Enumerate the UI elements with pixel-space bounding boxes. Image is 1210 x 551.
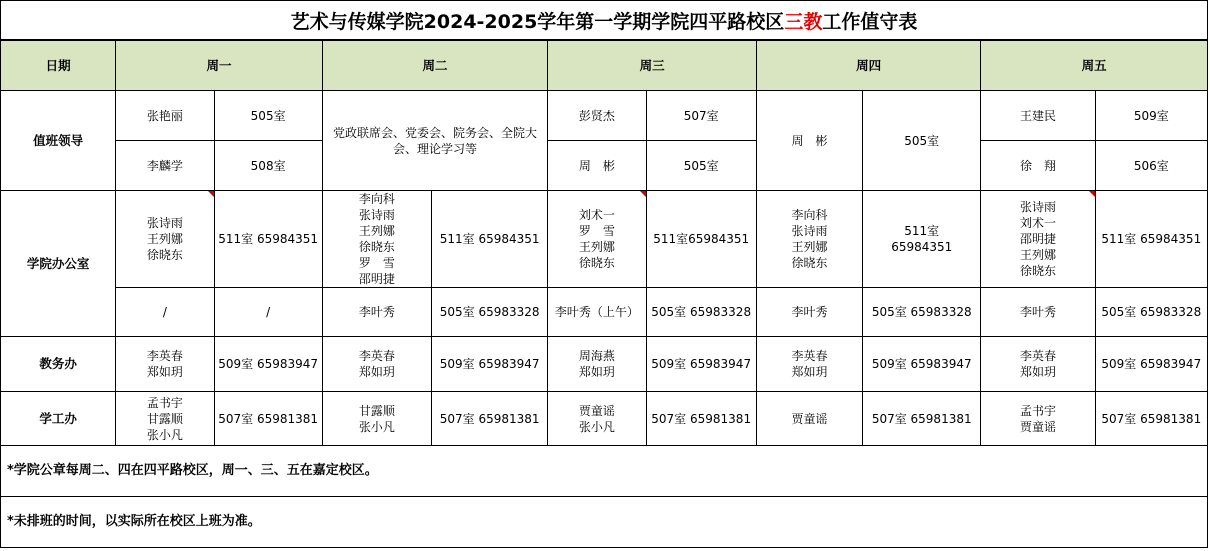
header-fri: 周五 [981,41,1208,91]
name: 张小凡 [578,419,615,434]
academic-mon-names [116,337,214,392]
office2-mon-contact: / [214,288,322,337]
office-wed-names [548,191,646,288]
leader-mon-2-name: 李麟学 [116,141,214,191]
title-highlight: 三教 [784,10,823,33]
student-tue-contact: 507室 65981381 [432,392,548,446]
name: 王列娜 [358,224,395,238]
office-fri-names [981,191,1095,288]
leaders-row-2 [1,141,1208,191]
student-fri-contact: 507室 65981381 [1095,392,1207,446]
student-wed-contact: 507室 65981381 [646,392,756,446]
office-row-2 [1,288,1208,337]
name: 郑如玥 [1020,365,1057,379]
office-row-1 [1,191,1208,288]
name: 王列娜 [146,232,183,246]
name: 徐晓东 [146,248,183,262]
contact-line: 511室 [904,224,940,238]
student-tue-names [322,392,431,446]
leader-wed-2-name: 周 彬 [548,141,646,191]
leader-mon-1-room: 505室 [214,91,322,141]
header-row [1,41,1208,91]
name: 李英春 [358,349,395,363]
sheet-title [0,0,1208,40]
office-tue-names [322,191,431,288]
header-tue: 周二 [322,41,548,91]
leader-wed-2-room: 505室 [646,141,756,191]
leader-wed-1-room: 507室 [646,91,756,141]
leader-fri-1-room: 509室 [1095,91,1207,141]
name: 郑如玥 [358,365,395,379]
name: 张诗雨 [791,224,828,238]
academic-thu-names [756,337,862,392]
name: 刘术一 [578,208,615,222]
office2-tue-contact: 505室 65983328 [432,288,548,337]
office2-tue-name: 李叶秀 [322,288,431,337]
header-date: 日期 [1,41,116,91]
office2-thu-name: 李叶秀 [756,288,862,337]
name: 甘露顺 [358,403,395,418]
student-row [1,392,1208,446]
name: 邵明捷 [358,272,395,286]
name: 徐晓东 [578,256,615,270]
name: 邵明捷 [1020,232,1057,246]
office-tue-contact: 511室 65984351 [432,191,548,288]
name: 张诗雨 [146,216,183,230]
office2-mon-name: / [116,288,214,337]
name: 张诗雨 [1020,200,1057,214]
name: 贾童谣 [791,411,828,426]
name: 李向科 [791,208,828,222]
name: 罗 雪 [358,256,395,270]
leaders-row-1 [1,91,1208,141]
name: 李英春 [791,349,828,363]
student-mon-contact: 507室 65981381 [214,392,322,446]
name: 甘露顺 [146,411,183,426]
student-wed-names [548,392,646,446]
academic-wed-names [548,337,646,392]
name: 王列娜 [1020,248,1057,262]
note-row-1 [1,446,1208,497]
name: 徐晓东 [358,240,395,254]
office2-wed-contact: 505室 65983328 [646,288,756,337]
academic-thu-contact: 509室 65983947 [863,337,981,392]
academic-fri-contact: 509室 65983947 [1095,337,1207,392]
leader-thu-name: 周 彬 [756,91,862,191]
header-wed: 周三 [548,41,757,91]
schedule-table [0,40,1208,548]
academic-label: 教务办 [1,337,116,392]
name: 张诗雨 [358,208,395,222]
student-label: 学工办 [1,392,116,446]
name: 郑如玥 [578,365,615,379]
leader-tue-meetings: 党政联席会、党委会、院务会、全院大会、理论学习等 [322,91,548,191]
office-fri-contact: 511室 65984351 [1095,191,1207,288]
name: 郑如玥 [146,365,183,379]
header-mon: 周一 [116,41,323,91]
student-thu-contact: 507室 65981381 [863,392,981,446]
leaders-label: 值班领导 [1,91,116,191]
name: 罗 雪 [578,224,615,238]
office-thu-contact [863,191,981,288]
office-wed-contact: 511室65984351 [646,191,756,288]
name: 周海燕 [578,349,615,363]
leader-thu-room: 505室 [863,91,981,191]
name: 李英春 [1020,349,1057,363]
name: 王列娜 [791,240,828,254]
academic-wed-contact: 509室 65983947 [646,337,756,392]
name: 李英春 [146,349,183,363]
student-fri-names [981,392,1095,446]
office-thu-names [756,191,862,288]
note-seal: *学院公章每周二、四在四平路校区，周一、三、五在嘉定校区。 [1,446,1208,497]
office-mon-names [116,191,214,288]
leader-wed-1-name: 彭贤杰 [548,91,646,141]
office-label: 学院办公室 [1,191,116,337]
name: 李向科 [358,192,395,206]
office2-fri-contact: 505室 65983328 [1095,288,1207,337]
name: 郑如玥 [791,365,828,379]
office-mon-contact: 511室 65984351 [214,191,322,288]
note-unscheduled: *未排班的时间，以实际所在校区上班为准。 [1,497,1208,548]
name: 张小凡 [358,419,395,434]
office2-fri-name: 李叶秀 [981,288,1095,337]
name: 王列娜 [578,240,615,254]
student-mon-names [116,392,214,446]
note-row-2 [1,497,1208,548]
academic-mon-contact: 509室 65983947 [214,337,322,392]
name: 孟书宇 [1020,403,1057,418]
header-thu: 周四 [756,41,981,91]
leader-fri-2-name: 徐 翔 [981,141,1095,191]
student-thu-names [756,392,862,446]
academic-row [1,337,1208,392]
name: 徐晓东 [791,256,828,270]
office2-thu-contact: 505室 65983328 [863,288,981,337]
name: 刘术一 [1020,216,1057,230]
title-pre: 艺术与传媒学院2024-2025学年第一学期学院四平路校区 [290,10,785,33]
academic-tue-contact: 509室 65983947 [432,337,548,392]
title-post: 工作值守表 [822,10,918,33]
name: 徐晓东 [1020,264,1057,278]
name: 张小凡 [146,427,183,442]
leader-mon-2-room: 508室 [214,141,322,191]
leader-mon-1-name: 张艳丽 [116,91,214,141]
office2-wed-name: 李叶秀（上午） [548,288,646,337]
leader-fri-1-name: 王建民 [981,91,1095,141]
academic-tue-names [322,337,431,392]
academic-fri-names [981,337,1095,392]
name: 贾童谣 [578,403,615,418]
leader-fri-2-room: 506室 [1095,141,1207,191]
name: 孟书宇 [146,395,183,410]
contact-line: 65984351 [891,240,953,254]
name: 贾童谣 [1020,419,1057,434]
